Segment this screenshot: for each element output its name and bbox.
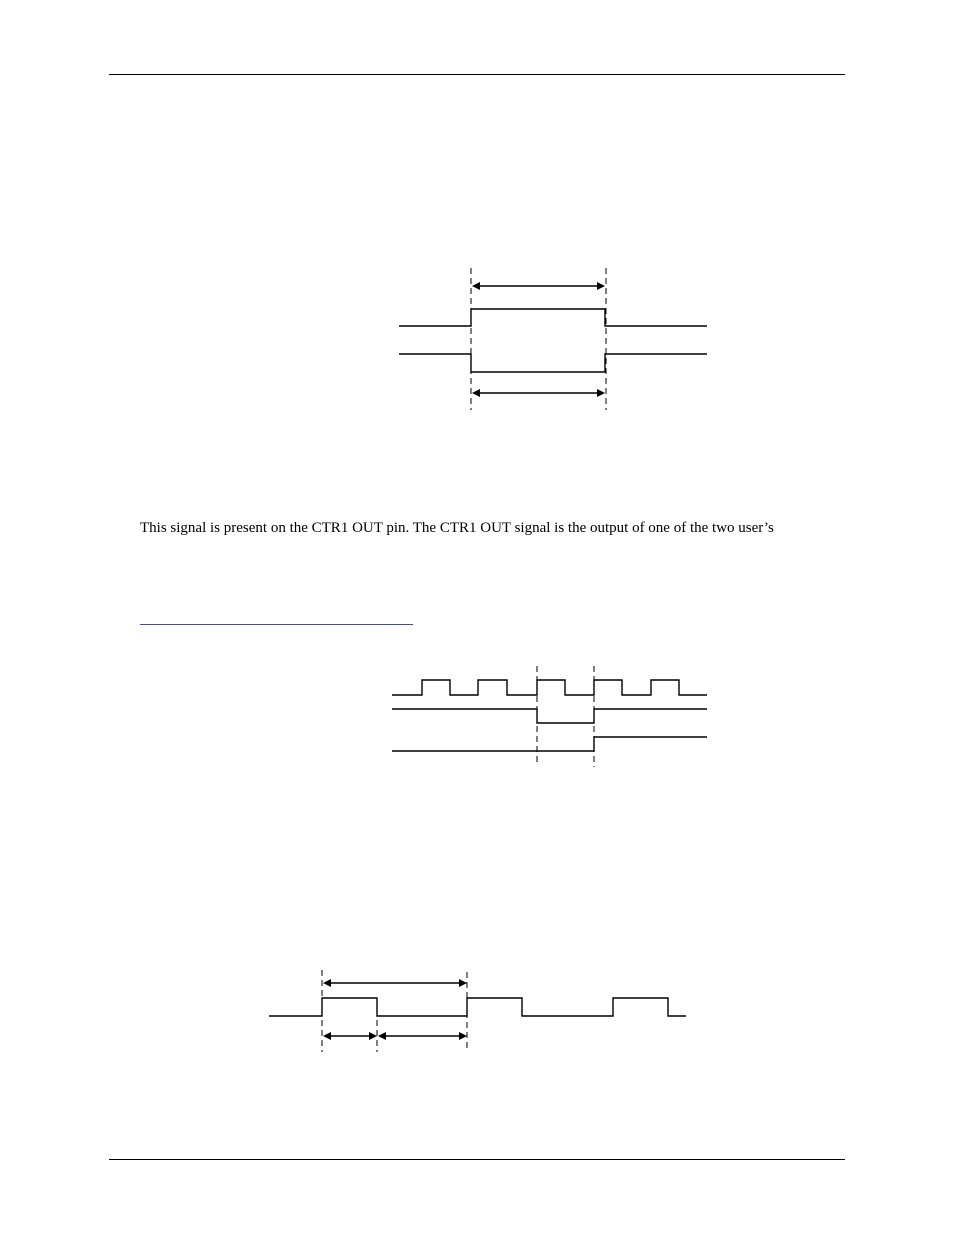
ctr1-out-paragraph: This signal is present on the CTR1 OUT pin. The CTR1 OUT signal is the output of one of the two user’s	[140, 520, 774, 536]
high-time-arrow	[323, 1032, 377, 1040]
square-waveform	[269, 998, 686, 1016]
period-arrow	[323, 979, 467, 987]
footer-rule	[109, 1159, 845, 1160]
low-time-arrow	[378, 1032, 467, 1040]
